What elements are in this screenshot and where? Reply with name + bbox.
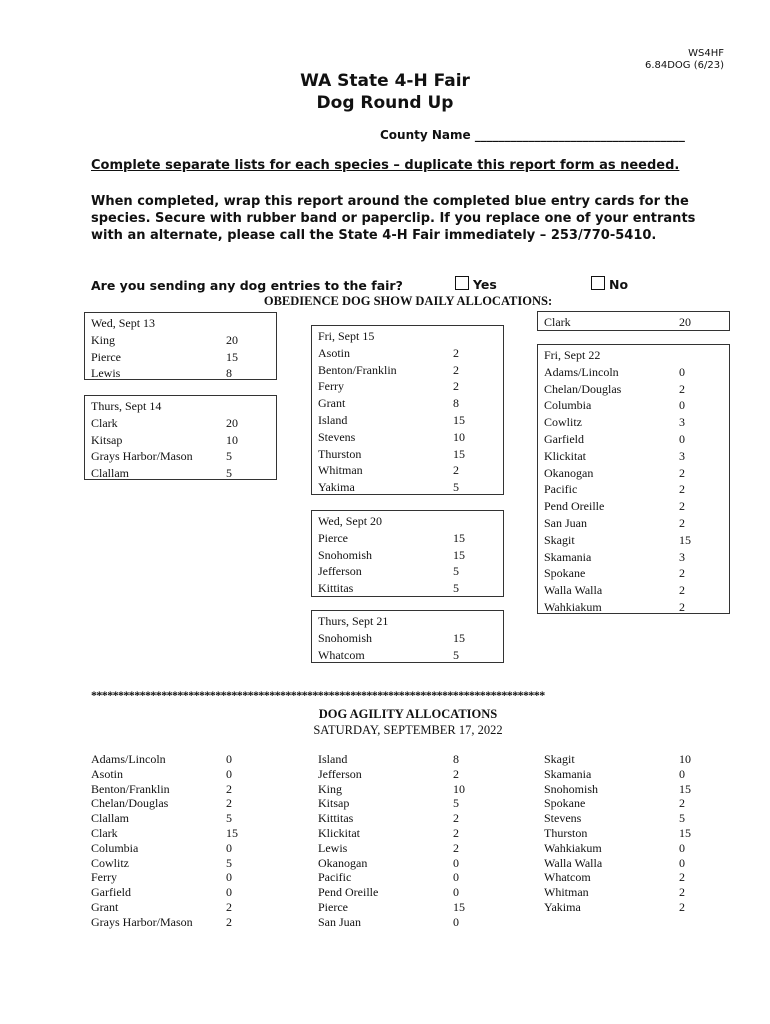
allocation-value: 2 bbox=[679, 870, 685, 885]
county-name: Spokane bbox=[544, 796, 586, 811]
allocation-row bbox=[91, 448, 270, 465]
allocation-value: 2 bbox=[679, 499, 685, 514]
allocation-row bbox=[544, 900, 734, 915]
obedience-wed20 bbox=[311, 510, 504, 597]
county-name: Adams/Lincoln bbox=[544, 364, 619, 379]
allocation-row bbox=[318, 826, 508, 841]
allocation-row bbox=[91, 885, 281, 900]
allocation-value: 2 bbox=[679, 515, 685, 530]
option-yes[interactable] bbox=[455, 276, 497, 292]
county-name: Ferry bbox=[318, 379, 344, 394]
allocation-row bbox=[91, 365, 270, 382]
county-name: Adams/Lincoln bbox=[91, 752, 166, 766]
allocation-value: 0 bbox=[226, 752, 232, 766]
title-line1: WA State 4-H Fair bbox=[300, 71, 470, 91]
allocation-value: 0 bbox=[679, 431, 685, 446]
county-name: Stevens bbox=[318, 429, 356, 444]
allocation-row bbox=[318, 915, 508, 930]
county-name: Clark bbox=[544, 315, 571, 329]
allocation-value: 5 bbox=[226, 449, 232, 464]
allocation-value: 3 bbox=[679, 448, 685, 463]
allocation-row bbox=[544, 381, 723, 398]
county-name: Clark bbox=[91, 825, 118, 840]
allocation-value: 10 bbox=[679, 752, 691, 766]
county-name: Garfield bbox=[91, 885, 131, 900]
allocation-value: 5 bbox=[453, 581, 459, 596]
allocation-value: 20 bbox=[226, 415, 238, 430]
allocation-row bbox=[318, 378, 497, 395]
allocation-value: 2 bbox=[679, 599, 685, 614]
county-name: Kittitas bbox=[318, 811, 354, 826]
allocation-row bbox=[544, 498, 723, 515]
county-name: Ferry bbox=[91, 870, 117, 885]
county-name: Benton/Franklin bbox=[91, 781, 170, 796]
allocation-row bbox=[318, 782, 508, 797]
county-name: Whitman bbox=[544, 885, 589, 900]
allocation-value: 0 bbox=[226, 840, 232, 855]
allocation-row bbox=[544, 599, 723, 616]
title-line2: Dog Round Up bbox=[316, 93, 454, 113]
day-label: Fri, Sept 15 bbox=[318, 329, 375, 343]
county-name: Yakima bbox=[544, 899, 581, 914]
allocation-value: 3 bbox=[679, 415, 685, 430]
allocation-value: 0 bbox=[453, 855, 459, 870]
allocation-value: 8 bbox=[453, 752, 459, 766]
allocation-list bbox=[91, 415, 270, 482]
county-name: Wahkiakum bbox=[544, 599, 602, 614]
allocation-row bbox=[318, 811, 508, 826]
allocation-value: 5 bbox=[679, 811, 685, 826]
county-name: Klickitat bbox=[318, 825, 360, 840]
allocation-row bbox=[318, 563, 497, 580]
allocation-row bbox=[544, 532, 723, 549]
allocation-value: 2 bbox=[679, 583, 685, 598]
county-name: Cowlitz bbox=[544, 415, 582, 430]
allocation-row bbox=[544, 414, 723, 431]
allocation-value: 0 bbox=[226, 885, 232, 900]
county-name: Skamania bbox=[544, 766, 592, 781]
form-code-line1: WS4HF bbox=[688, 48, 724, 59]
county-name: Chelan/Douglas bbox=[91, 796, 169, 811]
county-name: Columbia bbox=[544, 398, 592, 413]
agility-heading: DOG AGILITY ALLOCATIONS bbox=[318, 707, 498, 721]
allocation-row bbox=[91, 811, 281, 826]
yes-checkbox[interactable] bbox=[455, 276, 469, 290]
allocation-value: 0 bbox=[226, 870, 232, 885]
allocation-value: 15 bbox=[679, 825, 691, 840]
allocation-row bbox=[544, 549, 723, 566]
county-name: Grays Harbor/Mason bbox=[91, 914, 193, 929]
obedience-wed13 bbox=[84, 312, 277, 380]
day-label: Thurs, Sept 21 bbox=[318, 614, 389, 628]
allocation-row bbox=[544, 481, 723, 498]
allocation-value: 15 bbox=[453, 446, 465, 461]
obedience-fri15 bbox=[311, 325, 504, 495]
obedience-heading: OBEDIENCE DOG SHOW DAILY ALLOCATIONS: bbox=[263, 294, 553, 308]
agility-date: SATURDAY, SEPTEMBER 17, 2022 bbox=[313, 723, 503, 737]
allocation-value: 2 bbox=[453, 379, 459, 394]
county-name: Cowlitz bbox=[91, 855, 129, 870]
allocation-row bbox=[544, 515, 723, 532]
county-name: Clallam bbox=[91, 811, 129, 826]
county-name: Pierce bbox=[318, 899, 348, 914]
instruction-paragraph: When completed, wrap this report around the completed blue entry cards for the species. Secure with rubber band or paperclip. If you replace one of your entrants with an alternate, please call the State 4-H Fair immediately – 253/770-5410. bbox=[91, 194, 696, 243]
county-name: Stevens bbox=[544, 811, 582, 826]
allocation-value: 15 bbox=[226, 825, 238, 840]
allocation-value: 0 bbox=[679, 855, 685, 870]
allocation-value: 2 bbox=[679, 465, 685, 480]
allocation-value: 5 bbox=[453, 480, 459, 495]
allocation-value: 2 bbox=[453, 463, 459, 478]
county-name: Clallam bbox=[91, 466, 129, 481]
allocation-value: 15 bbox=[453, 412, 465, 427]
allocation-row bbox=[544, 796, 734, 811]
county-name: Thurston bbox=[544, 825, 588, 840]
allocation-row bbox=[91, 900, 281, 915]
allocation-list bbox=[544, 364, 723, 616]
county-name: Asotin bbox=[318, 345, 351, 360]
allocation-value: 20 bbox=[226, 332, 238, 347]
form-code-line2: 6.84DOG (6/23) bbox=[644, 60, 724, 71]
allocation-value: 2 bbox=[453, 811, 459, 826]
allocation-value: 0 bbox=[226, 766, 232, 781]
allocation-value: 20 bbox=[679, 315, 691, 329]
form-code bbox=[645, 48, 724, 72]
allocation-row bbox=[544, 448, 723, 465]
county-name: Pend Oreille bbox=[544, 499, 605, 514]
allocation-value: 0 bbox=[679, 364, 685, 379]
county-name: Klickitat bbox=[544, 448, 586, 463]
allocation-row bbox=[91, 782, 281, 797]
county-name: Pend Oreille bbox=[318, 885, 379, 900]
county-name: San Juan bbox=[544, 515, 587, 530]
agility-column-1 bbox=[91, 752, 281, 930]
county-name: Snohomish bbox=[544, 781, 599, 796]
entries-question: Are you sending any dog entries to the fair? bbox=[91, 278, 403, 293]
county-name: Lewis bbox=[91, 366, 121, 381]
county-name: Thurston bbox=[318, 446, 362, 461]
allocation-value: 2 bbox=[679, 381, 685, 396]
county-name: Whitman bbox=[318, 463, 363, 478]
county-name: Pacific bbox=[544, 482, 578, 497]
county-name: Skagit bbox=[544, 752, 575, 766]
obedience-fri22 bbox=[537, 344, 730, 614]
allocation-value: 2 bbox=[453, 362, 459, 377]
allocation-value: 2 bbox=[453, 840, 459, 855]
allocation-value: 2 bbox=[226, 914, 232, 929]
allocation-row bbox=[318, 870, 508, 885]
allocation-row bbox=[91, 752, 281, 767]
allocation-row bbox=[544, 397, 723, 414]
allocation-row bbox=[544, 885, 734, 900]
allocation-value: 2 bbox=[226, 796, 232, 811]
county-name: Garfield bbox=[544, 431, 584, 446]
allocation-value: 2 bbox=[679, 566, 685, 581]
county-name: Okanogan bbox=[318, 855, 368, 870]
allocation-row bbox=[318, 395, 497, 412]
county-name: San Juan bbox=[318, 914, 361, 929]
allocation-row bbox=[318, 752, 508, 767]
allocation-row bbox=[318, 429, 497, 446]
county-name: Island bbox=[318, 752, 348, 766]
allocation-row bbox=[91, 415, 270, 432]
allocation-value: 10 bbox=[453, 429, 465, 444]
allocation-row bbox=[91, 856, 281, 871]
allocation-value: 0 bbox=[679, 840, 685, 855]
county-name: Pacific bbox=[318, 870, 352, 885]
allocation-value: 5 bbox=[226, 811, 232, 826]
allocation-row bbox=[318, 885, 508, 900]
allocation-value: 0 bbox=[453, 885, 459, 900]
allocation-value: 10 bbox=[226, 432, 238, 447]
obedience-thu21 bbox=[311, 610, 504, 663]
county-name: Snohomish bbox=[318, 630, 373, 645]
county-name: Columbia bbox=[91, 840, 139, 855]
allocation-value: 2 bbox=[679, 899, 685, 914]
allocation-value: 3 bbox=[679, 549, 685, 564]
allocation-value: 10 bbox=[453, 781, 465, 796]
allocation-value: 0 bbox=[453, 914, 459, 929]
allocation-value: 2 bbox=[453, 766, 459, 781]
allocation-row bbox=[318, 362, 497, 379]
allocation-row bbox=[544, 870, 734, 885]
allocation-row bbox=[318, 767, 508, 782]
county-name: Grays Harbor/Mason bbox=[91, 449, 193, 464]
allocation-value: 5 bbox=[453, 647, 459, 662]
county-name: Pierce bbox=[91, 349, 121, 364]
allocation-value: 15 bbox=[679, 532, 691, 547]
allocation-list bbox=[318, 530, 497, 597]
county-name: Spokane bbox=[544, 566, 586, 581]
allocation-row bbox=[544, 465, 723, 482]
allocation-value: 5 bbox=[453, 564, 459, 579]
allocation-row bbox=[91, 915, 281, 930]
allocation-row bbox=[318, 479, 497, 496]
county-name: Chelan/Douglas bbox=[544, 381, 622, 396]
allocation-row bbox=[544, 364, 723, 381]
county-name: King bbox=[91, 332, 115, 347]
day-label: Wed, Sept 20 bbox=[318, 514, 383, 528]
allocation-row bbox=[544, 314, 723, 331]
county-name: Yakima bbox=[318, 480, 355, 495]
allocation-value: 2 bbox=[679, 482, 685, 497]
allocation-row bbox=[318, 630, 497, 647]
county-name: Asotin bbox=[91, 766, 124, 781]
county-name: Lewis bbox=[318, 840, 348, 855]
day-label: Fri, Sept 22 bbox=[544, 348, 601, 362]
county-name: Snohomish bbox=[318, 547, 373, 562]
allocation-row bbox=[318, 462, 497, 479]
allocation-value: 15 bbox=[453, 547, 465, 562]
allocation-row bbox=[544, 752, 734, 767]
allocation-value: 2 bbox=[679, 885, 685, 900]
allocation-row bbox=[318, 547, 497, 564]
allocation-value: 2 bbox=[679, 796, 685, 811]
no-checkbox[interactable] bbox=[591, 276, 605, 290]
allocation-row bbox=[318, 796, 508, 811]
no-label: No bbox=[609, 277, 629, 292]
allocation-row bbox=[91, 796, 281, 811]
agility-column-2 bbox=[318, 752, 508, 930]
allocation-list bbox=[318, 630, 497, 664]
allocation-value: 2 bbox=[226, 899, 232, 914]
allocation-row bbox=[318, 856, 508, 871]
option-no[interactable] bbox=[591, 276, 628, 292]
allocation-row bbox=[544, 811, 734, 826]
allocation-row bbox=[318, 900, 508, 915]
allocation-value: 15 bbox=[453, 630, 465, 645]
allocation-row bbox=[318, 530, 497, 547]
allocation-value: 2 bbox=[453, 345, 459, 360]
county-name: King bbox=[318, 781, 342, 796]
allocation-value: 15 bbox=[679, 781, 691, 796]
allocation-row bbox=[544, 856, 734, 871]
allocation-row bbox=[91, 349, 270, 366]
day-label: Wed, Sept 13 bbox=[91, 316, 156, 330]
allocation-value: 15 bbox=[453, 530, 465, 545]
county-name: Walla Walla bbox=[544, 855, 603, 870]
page-title bbox=[0, 70, 770, 114]
allocation-row bbox=[318, 446, 497, 463]
county-name: Benton/Franklin bbox=[318, 362, 397, 377]
allocation-row bbox=[91, 332, 270, 349]
county-name: Whatcom bbox=[318, 647, 365, 662]
obedience-clark bbox=[537, 311, 730, 331]
county-name: Skagit bbox=[544, 532, 575, 547]
allocation-list bbox=[318, 345, 497, 496]
allocation-row bbox=[91, 432, 270, 449]
allocation-row bbox=[318, 841, 508, 856]
county-name: Grant bbox=[318, 396, 346, 411]
allocation-value: 2 bbox=[226, 781, 232, 796]
allocation-row bbox=[544, 841, 734, 856]
allocation-row bbox=[544, 767, 734, 782]
county-name: Wahkiakum bbox=[544, 840, 602, 855]
agility-column-3 bbox=[544, 752, 734, 915]
allocation-row bbox=[544, 431, 723, 448]
allocation-value: 8 bbox=[226, 366, 232, 381]
allocation-value: 0 bbox=[679, 398, 685, 413]
county-name: Pierce bbox=[318, 530, 348, 545]
county-name: Clark bbox=[91, 415, 118, 430]
county-name: Island bbox=[318, 412, 348, 427]
allocation-row bbox=[91, 767, 281, 782]
allocation-row bbox=[544, 826, 734, 841]
county-name: Okanogan bbox=[544, 465, 594, 480]
allocation-value: 15 bbox=[226, 349, 238, 364]
day-label: Thurs, Sept 14 bbox=[91, 399, 162, 413]
allocation-value: 5 bbox=[226, 466, 232, 481]
county-name: Skamania bbox=[544, 549, 592, 564]
allocation-list bbox=[91, 332, 270, 382]
allocation-value: 15 bbox=[453, 899, 465, 914]
allocation-value: 0 bbox=[679, 766, 685, 781]
county-name: Kitsap bbox=[91, 432, 123, 447]
allocation-row bbox=[318, 647, 497, 664]
county-name: Walla Walla bbox=[544, 583, 603, 598]
separator-stars: ************************************************************************************ bbox=[91, 688, 545, 702]
instruction-underlined: Complete separate lists for each species – duplicate this report form as needed. bbox=[91, 158, 680, 173]
obedience-thu14 bbox=[84, 395, 277, 480]
allocation-value: 2 bbox=[453, 825, 459, 840]
county-name: Kittitas bbox=[318, 581, 354, 596]
allocation-row bbox=[91, 870, 281, 885]
allocation-value: 5 bbox=[226, 855, 232, 870]
allocation-row bbox=[91, 841, 281, 856]
allocation-value: 0 bbox=[453, 870, 459, 885]
county-name: Jefferson bbox=[318, 766, 362, 781]
allocation-value: 5 bbox=[453, 796, 459, 811]
allocation-row bbox=[318, 412, 497, 429]
allocation-row bbox=[91, 826, 281, 841]
allocation-row bbox=[318, 345, 497, 362]
allocation-row bbox=[91, 465, 270, 482]
county-name: Whatcom bbox=[544, 870, 591, 885]
county-name-field[interactable]: County Name ___________________________________ bbox=[380, 128, 685, 142]
allocation-row bbox=[544, 782, 734, 797]
county-name: Grant bbox=[91, 899, 119, 914]
allocation-row bbox=[544, 565, 723, 582]
allocation-value: 8 bbox=[453, 396, 459, 411]
allocation-row bbox=[318, 580, 497, 597]
yes-label: Yes bbox=[473, 277, 497, 292]
county-name: Kitsap bbox=[318, 796, 350, 811]
county-name: Jefferson bbox=[318, 564, 362, 579]
allocation-row bbox=[544, 582, 723, 599]
